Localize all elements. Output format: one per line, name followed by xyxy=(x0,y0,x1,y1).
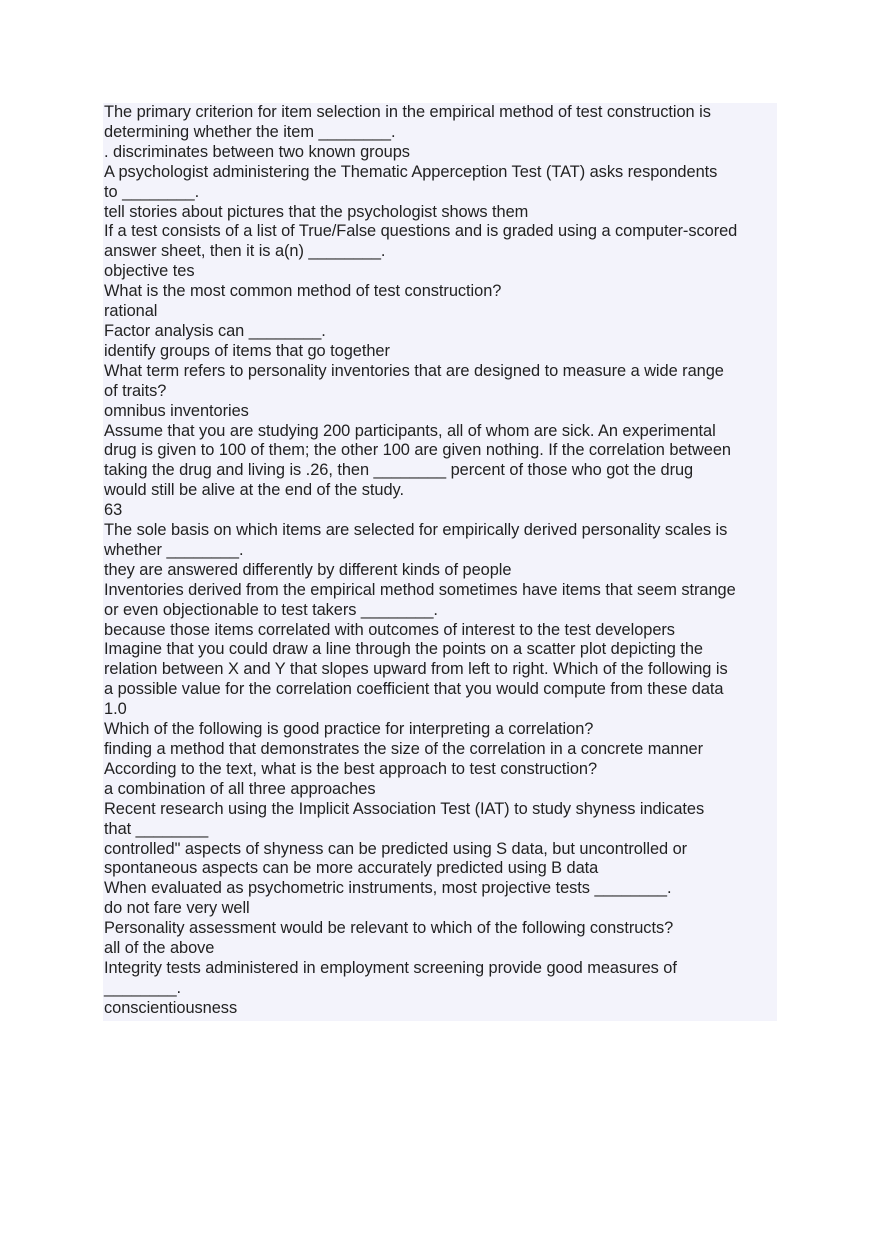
answer-line: do not fare very well xyxy=(104,899,250,918)
question-line: What term refers to personality inventories that are designed to measure a wide range xyxy=(104,361,724,380)
question-line: If a test consists of a list of True/False questions and is graded using a computer-scored xyxy=(104,222,738,241)
question-line: or even objectionable to test takers ________. xyxy=(104,600,438,619)
question-line: Integrity tests administered in employment screening provide good measures of xyxy=(104,958,677,977)
question-line: The primary criterion for item selection in the empirical method of test construction is xyxy=(104,103,711,121)
question-line: taking the drug and living is .26, then ________ percent of those who got the drug xyxy=(104,461,694,480)
question-line: When evaluated as psychometric instruments, most projective tests ________. xyxy=(104,879,672,898)
question-line: According to the text, what is the best approach to test construction? xyxy=(104,759,598,778)
answer-line: all of the above xyxy=(104,939,215,958)
answer-line: . discriminates between two known groups xyxy=(104,142,410,161)
answer-line: 63 xyxy=(104,501,123,520)
answer-line: spontaneous aspects can be more accurately predicted using B data xyxy=(104,859,599,878)
question-line: drug is given to 100 of them; the other 100 are given nothing. If the correlation between xyxy=(104,441,731,460)
answer-line: controlled" aspects of shyness can be predicted using S data, but uncontrolled or xyxy=(104,839,688,858)
question-line: A psychologist administering the Thematic Apperception Test (TAT) asks respondents xyxy=(104,162,718,181)
question-line: What is the most common method of test construction? xyxy=(104,282,502,301)
answer-line: objective tes xyxy=(104,262,195,281)
qa-text-block xyxy=(103,103,777,1021)
question-line: answer sheet, then it is a(n) ________. xyxy=(104,242,386,261)
answer-line: because those items correlated with outcomes of interest to the test developers xyxy=(104,620,675,639)
question-line: Recent research using the Implicit Association Test (IAT) to study shyness indicates xyxy=(104,799,705,818)
question-line: Inventories derived from the empirical method sometimes have items that seem strange xyxy=(104,580,736,599)
answer-line: 1.0 xyxy=(104,700,127,719)
answer-line: rational xyxy=(104,302,158,321)
answer-line: they are answered differently by different kinds of people xyxy=(104,560,512,579)
answer-line: omnibus inventories xyxy=(104,401,249,420)
question-line: would still be alive at the end of the study. xyxy=(104,481,404,500)
question-line: Imagine that you could draw a line through the points on a scatter plot depicting the xyxy=(104,640,703,659)
question-line: of traits? xyxy=(104,381,167,400)
answer-line: conscientiousness xyxy=(104,998,238,1017)
question-line: to ________. xyxy=(104,182,200,201)
answer-line: identify groups of items that go together xyxy=(104,341,390,360)
question-line: Assume that you are studying 200 participants, all of whom are sick. An experimental xyxy=(104,421,716,440)
question-line: Personality assessment would be relevant to which of the following constructs? xyxy=(104,919,674,938)
question-line: Which of the following is good practice for interpreting a correlation? xyxy=(104,720,594,739)
answer-line: finding a method that demonstrates the size of the correlation in a concrete manner xyxy=(104,740,704,758)
question-line: determining whether the item ________. xyxy=(104,122,396,141)
answer-line: a combination of all three approaches xyxy=(104,779,376,798)
question-line: whether ________. xyxy=(104,540,244,559)
question-line: relation between X and Y that slopes upward from left to right. Which of the following is xyxy=(104,660,728,679)
question-line: a possible value for the correlation coefficient that you would compute from these data xyxy=(104,680,724,699)
question-line: that ________ xyxy=(104,819,209,838)
question-line: The sole basis on which items are selected for empirically derived personality scales is xyxy=(104,521,728,540)
question-line: ________. xyxy=(104,978,182,997)
answer-line: tell stories about pictures that the psychologist shows them xyxy=(104,202,529,221)
question-line: Factor analysis can ________. xyxy=(104,321,326,340)
